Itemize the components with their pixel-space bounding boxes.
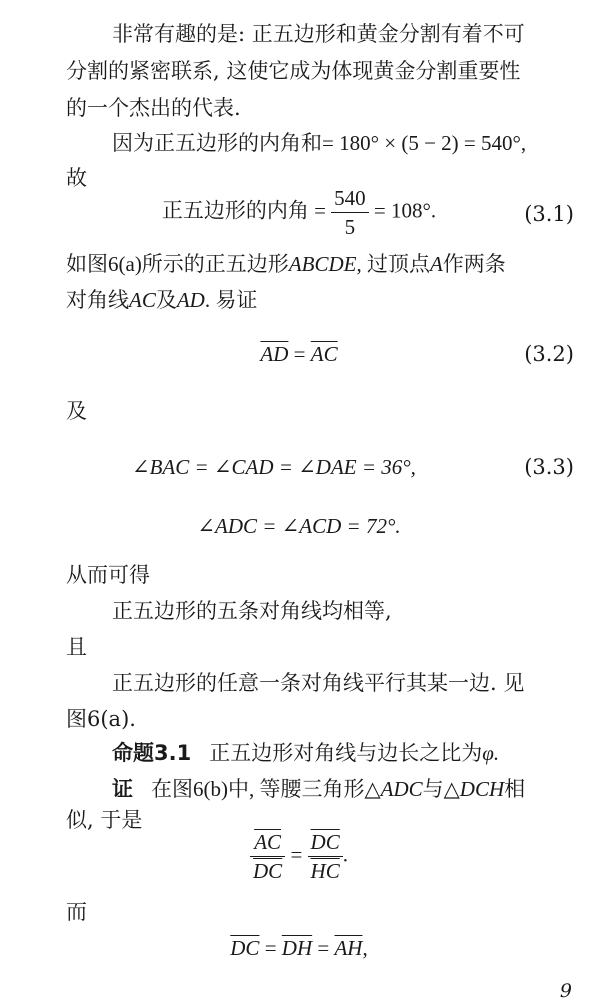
equation-number-3-1: (3.1) bbox=[524, 202, 574, 226]
fraction-dc-over-hc bbox=[308, 830, 343, 883]
whereas-word: 而 bbox=[66, 900, 87, 924]
segment-dc: DC bbox=[253, 859, 283, 883]
equation-ratio bbox=[0, 830, 598, 883]
proof-label: 证 bbox=[112, 777, 133, 801]
math-diagonal-ac: AC bbox=[129, 288, 156, 312]
paragraph-pentagon-line-1 bbox=[66, 250, 506, 278]
paragraph-intro-line-3: 的一个杰出的代表. bbox=[66, 96, 241, 120]
proposition-3-1 bbox=[112, 739, 499, 767]
equation-segments-equal bbox=[0, 934, 598, 962]
interior-angle-sum-line: 因为正五边形的内角和= 180° × (5 − 2) = 540°, bbox=[112, 131, 527, 155]
fraction-540-over-5 bbox=[331, 186, 369, 239]
equals-sign: = bbox=[290, 842, 303, 867]
equals-sign: = bbox=[317, 936, 330, 960]
equation-number-3-3: (3.3) bbox=[524, 455, 574, 479]
paragraph-intro-line-1: 非常有趣的是: 正五边形和黄金分割有着不可 bbox=[112, 22, 525, 46]
page-number: 9 bbox=[559, 980, 572, 1002]
fraction-ac-over-dc bbox=[250, 830, 285, 883]
equation-3-1 bbox=[0, 186, 598, 239]
text-run: , 过顶点 bbox=[356, 252, 430, 276]
and-word-1: 及 bbox=[66, 399, 87, 423]
therefore-word: 故 bbox=[66, 166, 87, 190]
hence-line: 从而可得 bbox=[66, 563, 150, 587]
proof-line-1 bbox=[112, 775, 525, 803]
segment-ad: $\overline{AD}$ bbox=[260, 342, 289, 366]
diagonals-equal-statement: 正五边形的五条对角线均相等, bbox=[112, 599, 392, 623]
segment-dc: $\overline{DC}$ bbox=[230, 936, 260, 960]
equation-3-3: ∠BAC = ∠CAD = ∠DAE = 36°, bbox=[132, 455, 416, 479]
equals-sign: = bbox=[293, 342, 306, 366]
proposition-label: 命题3.1 bbox=[112, 741, 192, 765]
fraction-numerator: 540 bbox=[331, 186, 369, 213]
text-run: 与△ bbox=[422, 777, 460, 801]
equation-3-4: ∠ADC = ∠ACD = 72°. bbox=[197, 514, 401, 538]
math-diagonal-ad: AD bbox=[176, 288, 205, 312]
text-run: 相 bbox=[504, 777, 526, 801]
equation-3-1-rhs: = 108°. bbox=[373, 198, 437, 223]
segment-ac: $\overline{AC}$ bbox=[310, 342, 338, 366]
text-run: 及 bbox=[155, 288, 177, 312]
text-run: 如图6(a)所示的正五边形 bbox=[66, 252, 289, 276]
text-run: 作两条 bbox=[442, 252, 506, 276]
text-run: 对角线 bbox=[66, 288, 129, 312]
period: . bbox=[342, 842, 348, 867]
segment-ac: $\overline{AC}$ bbox=[254, 830, 282, 854]
paragraph-intro-line-2: 分割的紧密联系, 这使它成为体现黄金分割重要性 bbox=[66, 59, 521, 83]
and-word-2: 且 bbox=[66, 635, 87, 659]
segment-ah: $\overline{AH}$ bbox=[334, 936, 363, 960]
equation-number-3-2: (3.2) bbox=[524, 342, 574, 366]
math-triangle-adc: ADC bbox=[380, 777, 423, 801]
segment-dc: $\overline{DC}$ bbox=[310, 830, 340, 854]
fraction-denominator: 5 bbox=[344, 215, 356, 239]
equation-3-1-lhs: 正五边形的内角 = bbox=[161, 198, 326, 223]
math-triangle-dch: DCH bbox=[459, 777, 505, 801]
equals-sign: = bbox=[264, 936, 277, 960]
equation-3-2 bbox=[0, 340, 598, 368]
math-vertex-a: A bbox=[429, 252, 443, 276]
text-run: 在图6(b)中, 等腰三角形△ bbox=[151, 777, 381, 801]
text-run: . 易证 bbox=[204, 288, 258, 312]
segment-dh: $\overline{DH}$ bbox=[281, 936, 313, 960]
diagonal-parallel-line-1: 正五边形的任意一条对角线平行其某一边. 见 bbox=[112, 671, 525, 695]
proof-line-2: 似, 于是 bbox=[66, 808, 143, 832]
comma: , bbox=[362, 936, 368, 960]
diagonal-parallel-line-2: 图6(a). bbox=[66, 707, 136, 731]
proposition-text: 正五边形对角线与边长之比为 bbox=[209, 741, 483, 765]
segment-hc: HC bbox=[310, 859, 340, 883]
math-phi: φ. bbox=[482, 741, 500, 765]
math-pentagon-abcde: ABCDE bbox=[288, 252, 357, 276]
paragraph-pentagon-line-2 bbox=[66, 286, 257, 314]
